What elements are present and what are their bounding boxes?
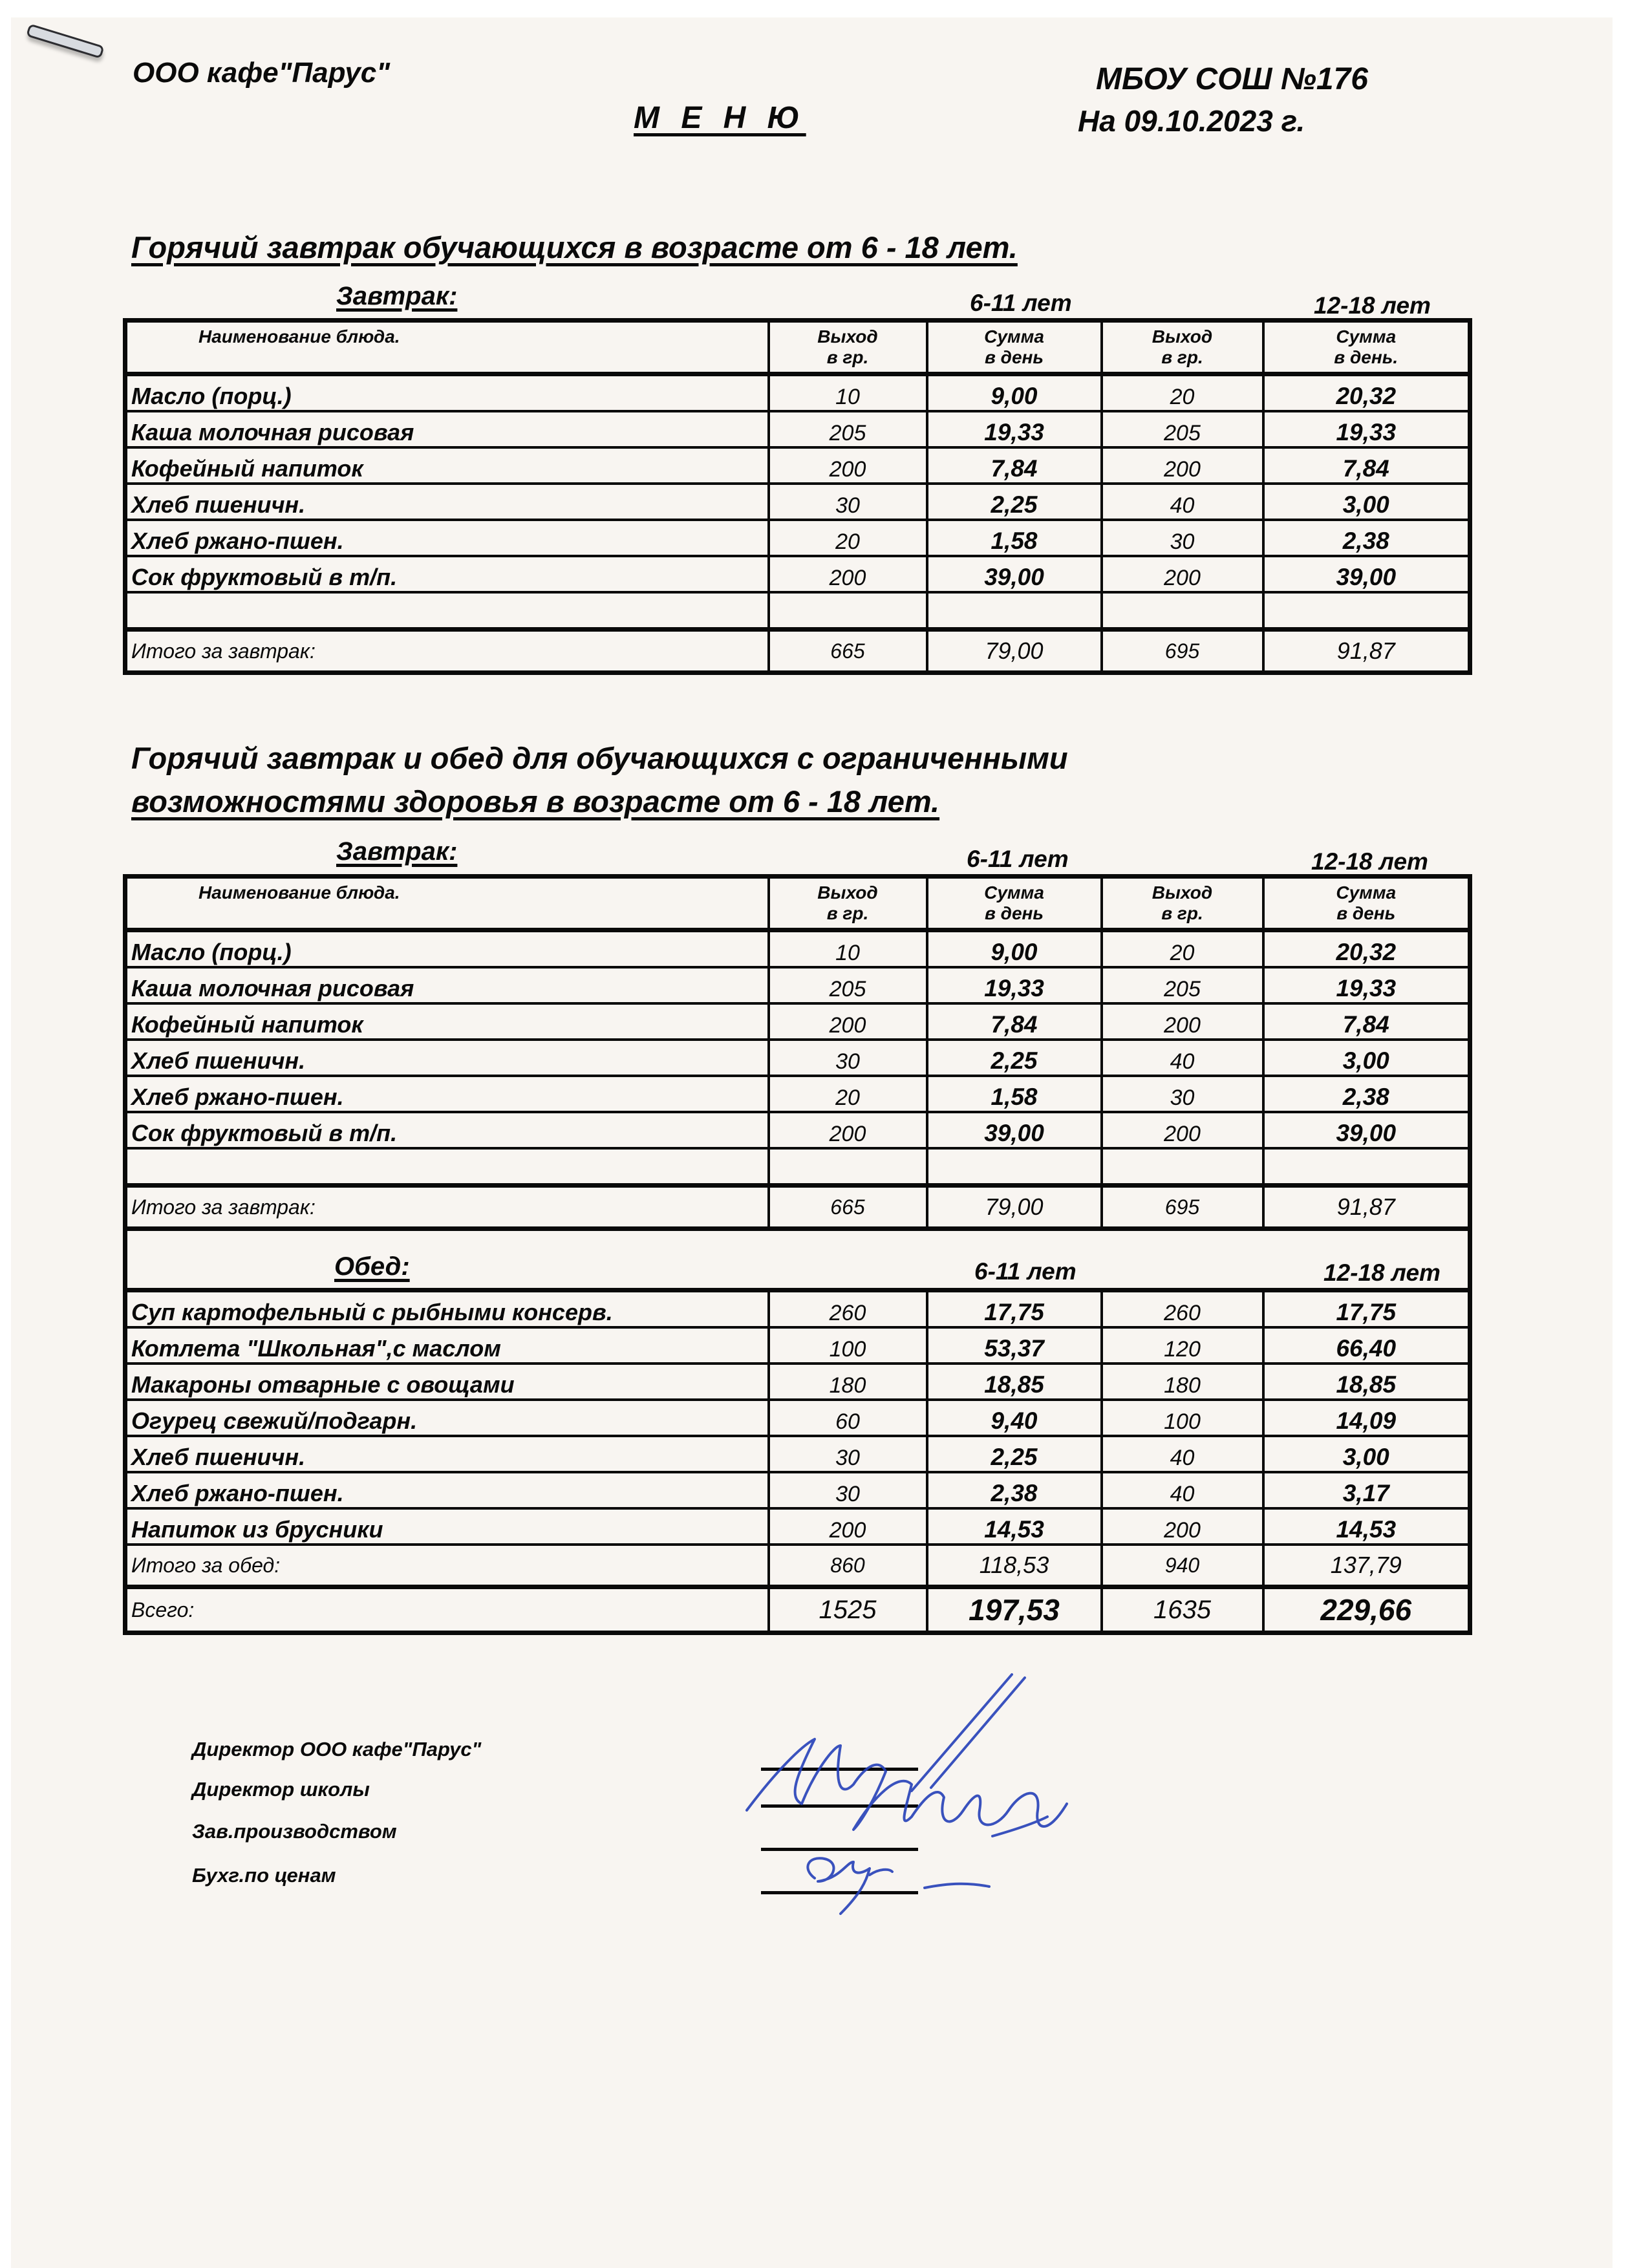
sum-6-11: 17,75 bbox=[927, 1290, 1102, 1328]
table-row bbox=[125, 374, 1470, 412]
sum-12-18: 17,75 bbox=[1263, 1290, 1470, 1328]
yield-12-18: 180 bbox=[1102, 1364, 1263, 1400]
column-header-yield-1 bbox=[769, 321, 927, 374]
dish-name: Кофейный напиток bbox=[125, 1003, 769, 1040]
sum-6-11: 18,85 bbox=[927, 1364, 1102, 1400]
yield-6-11: 200 bbox=[769, 556, 927, 592]
table-row bbox=[125, 1003, 1470, 1040]
sum-6-11: 39,00 bbox=[927, 1112, 1102, 1148]
sum-12-18: 3,17 bbox=[1263, 1472, 1470, 1508]
section1-age-group-1: 6-11 лет bbox=[970, 290, 1072, 316]
column-header-sum-1 bbox=[927, 877, 1102, 930]
sum-6-11: 9,00 bbox=[927, 374, 1102, 412]
yield-12-18: 200 bbox=[1102, 556, 1263, 592]
section1-meal-label: Завтрак: bbox=[336, 282, 458, 310]
yield-12-18: 205 bbox=[1102, 411, 1263, 447]
sum-12-18: 18,85 bbox=[1263, 1364, 1470, 1400]
sum-12-18: 20,32 bbox=[1263, 374, 1470, 412]
grand-total-sum-1: 197,53 bbox=[927, 1587, 1102, 1633]
column-header-sum-1 bbox=[927, 321, 1102, 374]
sum-6-11: 7,84 bbox=[927, 1003, 1102, 1040]
dish-name: Масло (порц.) bbox=[125, 930, 769, 968]
sum-12-18: 14,53 bbox=[1263, 1508, 1470, 1545]
table-row bbox=[125, 411, 1470, 447]
section2-age-group-2: 12-18 лет bbox=[1311, 848, 1428, 875]
lunch-header-cell bbox=[125, 1229, 1470, 1290]
lunch-age-group-1: 6-11 лет bbox=[974, 1258, 1077, 1285]
total-yield-2: 695 bbox=[1102, 630, 1263, 673]
sum-12-18: 2,38 bbox=[1263, 1076, 1470, 1112]
yield-6-11: 200 bbox=[769, 1112, 927, 1148]
signature-line bbox=[761, 1804, 918, 1808]
table-row bbox=[125, 484, 1470, 520]
column-header-yield-2 bbox=[1102, 877, 1263, 930]
column-header-sum-2 bbox=[1263, 321, 1470, 374]
yield-6-11: 205 bbox=[769, 967, 927, 1003]
signature-line bbox=[761, 1768, 918, 1771]
table-row bbox=[125, 556, 1470, 592]
total-sum-2: 91,87 bbox=[1263, 630, 1470, 673]
yield-6-11: 20 bbox=[769, 520, 927, 556]
table-row bbox=[125, 520, 1470, 556]
sum-12-18: 39,00 bbox=[1263, 1112, 1470, 1148]
empty-row bbox=[125, 1148, 1470, 1186]
table-row bbox=[125, 1508, 1470, 1545]
total-yield-1: 665 bbox=[769, 630, 927, 673]
column-header-name: Наименование блюда. bbox=[125, 877, 769, 930]
dish-name: Масло (порц.) bbox=[125, 374, 769, 412]
total-sum-1: 79,00 bbox=[927, 630, 1102, 673]
header-text: в гр. bbox=[826, 347, 869, 367]
table-row bbox=[125, 1400, 1470, 1436]
header-text: в день bbox=[984, 903, 1044, 923]
dish-name: Каша молочная рисовая bbox=[125, 411, 769, 447]
dish-name: Каша молочная рисовая bbox=[125, 967, 769, 1003]
header-text: в гр. bbox=[1161, 903, 1203, 923]
yield-12-18: 205 bbox=[1102, 967, 1263, 1003]
special-needs-table bbox=[123, 874, 1472, 1635]
yield-6-11: 205 bbox=[769, 411, 927, 447]
yield-6-11: 10 bbox=[769, 930, 927, 968]
yield-12-18: 40 bbox=[1102, 1472, 1263, 1508]
yield-12-18: 40 bbox=[1102, 1436, 1263, 1472]
table-row bbox=[125, 1076, 1470, 1112]
section2-breakfast-label: Завтрак: bbox=[336, 837, 458, 866]
total-sum-2: 137,79 bbox=[1263, 1545, 1470, 1587]
dish-name: Хлеб пшеничн. bbox=[125, 1040, 769, 1076]
section2-title-line1: Горячий завтрак и обед для обучающихся с ограниченными bbox=[131, 741, 1068, 775]
dish-name: Хлеб ржано-пшен. bbox=[125, 1076, 769, 1112]
dish-name: Сок фруктовый в т/п. bbox=[125, 556, 769, 592]
sum-12-18: 14,09 bbox=[1263, 1400, 1470, 1436]
table-row bbox=[125, 1327, 1470, 1364]
dish-name: Хлеб ржано-пшен. bbox=[125, 1472, 769, 1508]
table-row bbox=[125, 930, 1470, 968]
table-header-row bbox=[125, 321, 1470, 374]
lunch-total-row bbox=[125, 1545, 1470, 1587]
column-header-sum-2 bbox=[1263, 877, 1470, 930]
signature-line bbox=[761, 1848, 918, 1851]
table-row bbox=[125, 1364, 1470, 1400]
table-row bbox=[125, 1290, 1470, 1328]
dish-name: Напиток из брусники bbox=[125, 1508, 769, 1545]
yield-12-18: 30 bbox=[1102, 1076, 1263, 1112]
dish-name: Сок фруктовый в т/п. bbox=[125, 1112, 769, 1148]
sum-12-18: 3,00 bbox=[1263, 484, 1470, 520]
total-yield-1: 860 bbox=[769, 1545, 927, 1587]
breakfast-total-row bbox=[125, 630, 1470, 673]
sum-12-18: 19,33 bbox=[1263, 967, 1470, 1003]
dish-name: Огурец свежий/подгарн. bbox=[125, 1400, 769, 1436]
sum-12-18: 3,00 bbox=[1263, 1436, 1470, 1472]
header-text: Сумма bbox=[1336, 326, 1397, 347]
yield-12-18: 120 bbox=[1102, 1327, 1263, 1364]
dish-name: Хлеб ржано-пшен. bbox=[125, 520, 769, 556]
table-row bbox=[125, 1040, 1470, 1076]
header-text: Сумма bbox=[1336, 883, 1397, 903]
column-header-yield-1 bbox=[769, 877, 927, 930]
sum-6-11: 2,25 bbox=[927, 1436, 1102, 1472]
yield-12-18: 40 bbox=[1102, 484, 1263, 520]
sum-6-11: 2,25 bbox=[927, 484, 1102, 520]
sum-6-11: 19,33 bbox=[927, 411, 1102, 447]
yield-12-18: 200 bbox=[1102, 447, 1263, 484]
total-sum-2: 91,87 bbox=[1263, 1186, 1470, 1229]
yield-6-11: 30 bbox=[769, 1436, 927, 1472]
section2-title-line2: возможностями здоровья в возрасте от 6 - 18 лет. bbox=[131, 784, 940, 818]
total-sum-1: 118,53 bbox=[927, 1545, 1102, 1587]
yield-12-18: 20 bbox=[1102, 374, 1263, 412]
dish-name: Суп картофельный с рыбными консерв. bbox=[125, 1290, 769, 1328]
yield-6-11: 200 bbox=[769, 447, 927, 484]
header-text: Выход bbox=[817, 326, 878, 347]
signature-role-accountant: Бухг.по ценам bbox=[192, 1864, 336, 1887]
yield-6-11: 180 bbox=[769, 1364, 927, 1400]
table-row bbox=[125, 1112, 1470, 1148]
sum-12-18: 66,40 bbox=[1263, 1327, 1470, 1364]
yield-12-18: 40 bbox=[1102, 1040, 1263, 1076]
table-row bbox=[125, 967, 1470, 1003]
grand-total-sum-2: 229,66 bbox=[1263, 1587, 1470, 1633]
yield-12-18: 200 bbox=[1102, 1003, 1263, 1040]
sum-12-18: 7,84 bbox=[1263, 1003, 1470, 1040]
sum-6-11: 19,33 bbox=[927, 967, 1102, 1003]
menu-date: На 09.10.2023 г. bbox=[1078, 104, 1305, 138]
table-row bbox=[125, 1472, 1470, 1508]
yield-6-11: 60 bbox=[769, 1400, 927, 1436]
yield-6-11: 200 bbox=[769, 1003, 927, 1040]
sum-12-18: 20,32 bbox=[1263, 930, 1470, 968]
sum-6-11: 14,53 bbox=[927, 1508, 1102, 1545]
page-title: М Е Н Ю bbox=[634, 101, 806, 135]
sum-6-11: 2,38 bbox=[927, 1472, 1102, 1508]
dish-name: Котлета "Школьная",с маслом bbox=[125, 1327, 769, 1364]
total-label: Итого за обед: bbox=[125, 1545, 769, 1587]
empty-row bbox=[125, 592, 1470, 630]
total-label: Итого за завтрак: bbox=[125, 630, 769, 673]
sum-6-11: 2,25 bbox=[927, 1040, 1102, 1076]
column-header-name: Наименование блюда. bbox=[125, 321, 769, 374]
signature-role-school-director: Директор школы bbox=[192, 1778, 370, 1801]
dish-name: Хлеб пшеничн. bbox=[125, 1436, 769, 1472]
signature-role-cafe-director: Директор ООО кафе"Парус" bbox=[192, 1738, 482, 1760]
dish-name: Хлеб пшеничн. bbox=[125, 484, 769, 520]
yield-6-11: 100 bbox=[769, 1327, 927, 1364]
section2-age-group-1: 6-11 лет bbox=[967, 846, 1069, 872]
yield-6-11: 200 bbox=[769, 1508, 927, 1545]
total-yield-1: 665 bbox=[769, 1186, 927, 1229]
dish-name: Макароны отварные с овощами bbox=[125, 1364, 769, 1400]
lunch-header-row bbox=[125, 1229, 1470, 1290]
yield-6-11: 10 bbox=[769, 374, 927, 412]
yield-12-18: 30 bbox=[1102, 520, 1263, 556]
total-yield-2: 695 bbox=[1102, 1186, 1263, 1229]
lunch-label: Обед: bbox=[334, 1252, 410, 1281]
grand-total-yield-2: 1635 bbox=[1102, 1587, 1263, 1633]
section1-title: Горячий завтрак обучающихся в возрасте от 6 - 18 лет. bbox=[131, 230, 1018, 264]
sum-6-11: 1,58 bbox=[927, 520, 1102, 556]
sum-6-11: 7,84 bbox=[927, 447, 1102, 484]
grand-total-row bbox=[125, 1587, 1470, 1633]
breakfast-table bbox=[123, 318, 1472, 675]
sum-12-18: 39,00 bbox=[1263, 556, 1470, 592]
sum-6-11: 53,37 bbox=[927, 1327, 1102, 1364]
header-text: Сумма bbox=[984, 883, 1044, 903]
sum-6-11: 1,58 bbox=[927, 1076, 1102, 1112]
company-name: ООО кафе"Парус" bbox=[133, 57, 391, 89]
table-row bbox=[125, 1436, 1470, 1472]
school-name: МБОУ СОШ №176 bbox=[1096, 62, 1368, 96]
total-yield-2: 940 bbox=[1102, 1545, 1263, 1587]
sum-6-11: 39,00 bbox=[927, 556, 1102, 592]
header-text: Выход bbox=[1152, 326, 1213, 347]
header-text: в день bbox=[984, 347, 1044, 367]
lunch-age-group-2: 12-18 лет bbox=[1323, 1259, 1441, 1286]
grand-total-yield-1: 1525 bbox=[769, 1587, 927, 1633]
header-text: в день. bbox=[1334, 347, 1398, 367]
column-header-yield-2 bbox=[1102, 321, 1263, 374]
header-text: в гр. bbox=[826, 903, 869, 923]
yield-12-18: 20 bbox=[1102, 930, 1263, 968]
dish-name: Кофейный напиток bbox=[125, 447, 769, 484]
sum-6-11: 9,40 bbox=[927, 1400, 1102, 1436]
table-header-row bbox=[125, 877, 1470, 930]
sum-6-11: 9,00 bbox=[927, 930, 1102, 968]
total-sum-1: 79,00 bbox=[927, 1186, 1102, 1229]
header-text: Выход bbox=[1152, 883, 1213, 903]
yield-6-11: 260 bbox=[769, 1290, 927, 1328]
sum-12-18: 7,84 bbox=[1263, 447, 1470, 484]
sum-12-18: 19,33 bbox=[1263, 411, 1470, 447]
breakfast-total-row bbox=[125, 1186, 1470, 1229]
yield-12-18: 200 bbox=[1102, 1112, 1263, 1148]
total-label: Итого за завтрак: bbox=[125, 1186, 769, 1229]
header-text: в день bbox=[1336, 903, 1396, 923]
header-text: Выход bbox=[817, 883, 878, 903]
header-text: Сумма bbox=[984, 326, 1044, 347]
sum-12-18: 2,38 bbox=[1263, 520, 1470, 556]
yield-12-18: 100 bbox=[1102, 1400, 1263, 1436]
yield-6-11: 20 bbox=[769, 1076, 927, 1112]
signature-role-production-head: Зав.производством bbox=[192, 1820, 397, 1843]
grand-total-label: Всего: bbox=[125, 1587, 769, 1633]
header-text: в гр. bbox=[1161, 347, 1203, 367]
table-row bbox=[125, 447, 1470, 484]
yield-6-11: 30 bbox=[769, 1472, 927, 1508]
yield-6-11: 30 bbox=[769, 1040, 927, 1076]
yield-12-18: 260 bbox=[1102, 1290, 1263, 1328]
yield-6-11: 30 bbox=[769, 484, 927, 520]
yield-12-18: 200 bbox=[1102, 1508, 1263, 1545]
signature-line bbox=[761, 1891, 918, 1894]
sum-12-18: 3,00 bbox=[1263, 1040, 1470, 1076]
section1-age-group-2: 12-18 лет bbox=[1314, 292, 1431, 319]
